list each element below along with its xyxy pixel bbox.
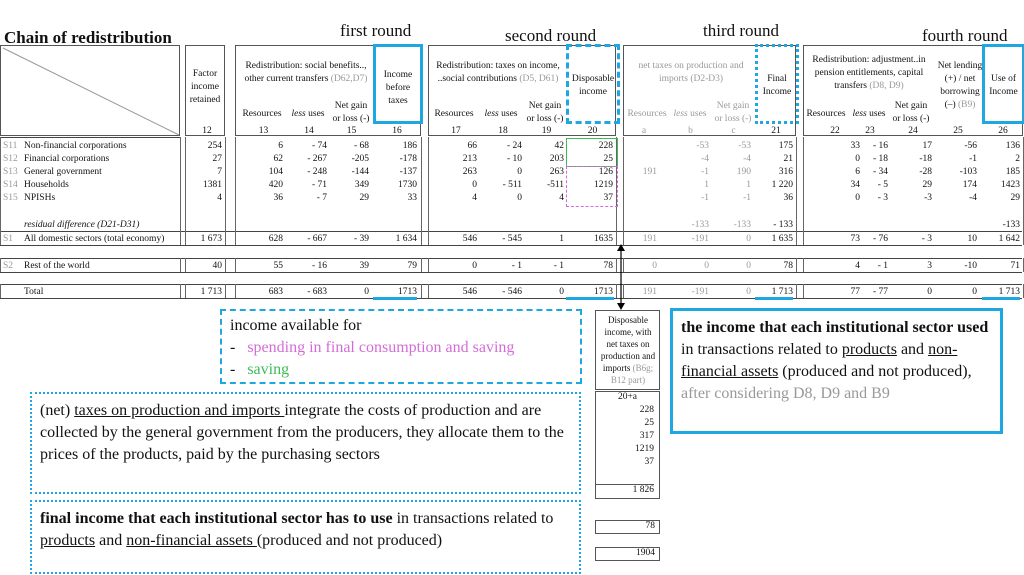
table-cell: -205 [351, 154, 369, 164]
table-cell: 1381 [203, 180, 222, 190]
row-divider [0, 137, 180, 138]
table-cell: 316 [778, 167, 793, 177]
column-divider [796, 137, 797, 245]
column-number: 13 [258, 126, 269, 136]
column-number: 15 [346, 126, 357, 136]
column-divider [180, 258, 181, 272]
table-cell: 1 635 [771, 234, 793, 244]
table-cell: - 1 [511, 261, 522, 271]
table-cell: 104 [268, 167, 283, 177]
column-divider [428, 258, 429, 272]
column-number: 12 [202, 126, 212, 136]
column-divider [235, 137, 236, 245]
sector-code: S15 [3, 193, 18, 203]
table-cell: - 667 [307, 234, 327, 244]
table-cell: 1 642 [998, 234, 1020, 244]
table-cell: - 39 [353, 234, 369, 244]
header-factor-block [185, 45, 225, 136]
table-cell: 203 [549, 154, 564, 164]
column-number: 18 [498, 126, 508, 136]
table-cell: - 133 [773, 220, 793, 230]
table-cell: -1 [743, 193, 751, 203]
table-cell: -53 [738, 141, 751, 151]
table-cell: 254 [207, 141, 222, 151]
column-divider [235, 258, 236, 272]
table-cell: 36 [273, 193, 283, 203]
column-divider [796, 284, 797, 298]
table-cell: 40 [212, 261, 222, 271]
table-cell: 7 [217, 167, 222, 177]
table-cell: - 546 [502, 287, 522, 297]
table-cell: -133 [733, 220, 751, 230]
table-cell: 546 [462, 234, 477, 244]
column-number: 21 [771, 126, 781, 136]
table-cell: - 16 [311, 261, 327, 271]
table-cell: 0 [472, 180, 477, 190]
side-header: Disposable income, with net taxes on production and imports (B6g; B12 part) [600, 315, 656, 385]
header-income-before-taxes: Income before taxes [383, 70, 413, 106]
table-cell: 33 [407, 193, 417, 203]
column-divider [0, 137, 1, 245]
table-cell: 36 [783, 193, 793, 203]
column-divider [428, 284, 429, 298]
table-cell: 0 [972, 287, 977, 297]
row-divider [0, 258, 1022, 259]
pink-highlight-box [566, 166, 618, 207]
side-rest-row: 78 [595, 520, 660, 534]
table-cell: 37 [603, 193, 613, 203]
sector-code: S14 [3, 180, 18, 190]
subheader-resources: Resources [242, 109, 282, 119]
subheader-less-uses: less uses [291, 109, 325, 119]
note-final-text: final income that each institutional sector has to use in transactions related to products and non-financial assets (produced and not produced) [40, 510, 554, 549]
header-redis2: Redistribution: taxes on income, ..social contributions (D5, D61) [436, 61, 560, 84]
column-divider [180, 284, 181, 298]
side-value: 37 [644, 457, 654, 467]
header-disposable-income: Disposable income [571, 74, 615, 97]
table-cell: 263 [462, 167, 477, 177]
table-cell: 136 [1005, 141, 1020, 151]
table-cell: 0 [364, 287, 369, 297]
table-cell: - 267 [307, 154, 327, 164]
side-value: 228 [639, 405, 654, 415]
header-final-income: Final Income [762, 74, 792, 97]
corner-header-cell [0, 45, 180, 136]
sector-name: Financial corporations [24, 154, 110, 164]
table-cell: 1 713 [771, 287, 793, 297]
header-redis1: Redistribution: social benefits.., other current transfers (D62,D7) [244, 61, 368, 84]
header-net-lending: Net lending (+) / net borrowing (–) (B9) [937, 61, 983, 110]
table-cell: 4 [217, 193, 222, 203]
subheader-net-gain: Net gain or loss (-) [892, 101, 930, 124]
table-cell: 25 [603, 154, 613, 164]
table-cell: 29 [359, 193, 369, 203]
highlight-income-before-taxes [373, 44, 423, 124]
table-cell: - 3 [877, 193, 888, 203]
sector-code: S12 [3, 154, 18, 164]
header-factor: Factor income retained [189, 69, 221, 105]
green-highlight-box [566, 138, 618, 167]
column-number: 20 [587, 126, 598, 136]
table-cell: -4 [743, 154, 751, 164]
column-number: 23 [865, 126, 875, 136]
total-accent-bar [982, 297, 1020, 300]
sector-name: Rest of the world [24, 261, 90, 271]
table-cell: - 34 [872, 167, 888, 177]
sector-name: Total [24, 287, 44, 297]
header-use-of-income: Use of Income [989, 74, 1018, 97]
table-cell: - 3 [921, 234, 932, 244]
side-total-row: 1904 [595, 547, 660, 561]
table-cell: 1 713 [998, 287, 1020, 297]
highlight-disposable-income [566, 44, 620, 124]
sector-code: S13 [3, 167, 18, 177]
table-cell: 1730 [398, 180, 417, 190]
table-cell: -1 [969, 154, 977, 164]
subheader-resources: Resources [806, 109, 846, 119]
table-cell: - 683 [307, 287, 327, 297]
column-divider [796, 258, 797, 272]
table-cell: -1 [701, 167, 709, 177]
table-cell: 17 [922, 141, 932, 151]
table-cell: -133 [1002, 220, 1020, 230]
table-cell: - 511 [502, 180, 522, 190]
note-taxes [30, 392, 581, 494]
table-cell: 0 [517, 167, 522, 177]
column-divider [0, 258, 1, 272]
round-label-second: second round [505, 26, 597, 45]
subheader-less-uses: less uses [484, 109, 518, 119]
sector-name: General government [24, 167, 102, 177]
column-divider [803, 137, 804, 245]
table-cell: 0 [927, 287, 932, 297]
table-cell: 3 [927, 261, 932, 271]
table-cell: - 1 [877, 261, 888, 271]
column-number: 17 [451, 126, 461, 136]
table-cell: 1 634 [395, 234, 417, 244]
column-divider [623, 137, 624, 245]
table-cell: 29 [1010, 193, 1020, 203]
table-cell: 1219 [594, 180, 613, 190]
table-cell: -511 [546, 180, 564, 190]
table-cell: -28 [919, 167, 932, 177]
table-cell: 66 [467, 141, 477, 151]
table-cell: - 71 [311, 180, 327, 190]
sector-code: S11 [3, 141, 18, 151]
table-cell: 191 [642, 167, 657, 177]
table-cell: 1423 [1001, 180, 1020, 190]
table-cell: 683 [268, 287, 283, 297]
page-title: Chain of redistribution [4, 28, 172, 47]
row-divider [0, 245, 1022, 246]
table-cell: -103 [959, 167, 977, 177]
column-divider [225, 137, 226, 245]
column-divider [421, 137, 422, 245]
column-number: 24 [908, 126, 918, 136]
table-cell: 55 [273, 261, 283, 271]
table-cell: 191 [642, 234, 657, 244]
table-cell: 0 [517, 193, 522, 203]
table-cell: 0 [652, 261, 657, 271]
table-cell: - 18 [872, 154, 888, 164]
table-cell: 0 [704, 261, 709, 271]
table-cell: 349 [354, 180, 369, 190]
table-cell: 191 [642, 287, 657, 297]
sector-name: Non-financial corporations [24, 141, 127, 151]
subheader-less-uses: less uses [673, 109, 707, 119]
column-divider [803, 258, 804, 272]
round-label-first: first round [340, 21, 412, 40]
table-cell: 0 [855, 154, 860, 164]
table-cell: 186 [402, 141, 417, 151]
side-header-block [595, 310, 660, 390]
subheader-net-gain: Net gain or loss (-) [714, 101, 752, 124]
sector-code: S2 [3, 261, 14, 271]
table-cell: 78 [603, 261, 613, 271]
table-cell: 126 [598, 167, 613, 177]
column-number: c [731, 126, 736, 136]
table-cell: 73 [850, 234, 860, 244]
column-number: 22 [830, 126, 840, 136]
column-divider [428, 137, 429, 245]
subheader-net-gain: Net gain or loss (-) [526, 101, 564, 124]
column-divider [185, 284, 186, 298]
table-cell: 628 [268, 234, 283, 244]
column-divider [185, 137, 186, 245]
note-used-text: the income that each institutional sector used in transactions related to products and non-financial assets (produced and not produced), after considering D8, D9 and B9 [681, 319, 989, 402]
table-cell: 2 [1015, 154, 1020, 164]
table-cell: - 5 [877, 180, 888, 190]
row-divider [0, 284, 1022, 285]
table-cell: 10 [967, 234, 977, 244]
table-cell: -178 [399, 154, 417, 164]
table-cell: - 68 [353, 141, 369, 151]
sector-name: Households [24, 180, 69, 190]
row-divider [0, 298, 1022, 299]
column-divider [803, 284, 804, 298]
table-cell: 420 [268, 180, 283, 190]
table-cell: - 76 [872, 234, 888, 244]
table-cell: -18 [919, 154, 932, 164]
table-cell: - 16 [872, 141, 888, 151]
column-divider [180, 137, 181, 245]
side-body-block [595, 391, 660, 499]
table-cell: -144 [351, 167, 369, 177]
table-cell: -53 [696, 141, 709, 151]
table-cell: -4 [701, 154, 709, 164]
note-taxes-text: (net) taxes on production and imports integrate the costs of production and are collected by the general government from the producers, they allocate them to the prices of the products, paid by the purchasing sectors [40, 402, 564, 463]
table-cell: 4 [855, 261, 860, 271]
table-cell: 4 [472, 193, 477, 203]
table-cell: 4 [559, 193, 564, 203]
table-cell: 0 [746, 287, 751, 297]
column-number: 16 [392, 126, 402, 136]
side-sum: 1 826 [596, 484, 654, 495]
column-number: 25 [953, 126, 963, 136]
table-cell: 1635 [594, 234, 613, 244]
highlight-final-income [755, 44, 799, 124]
sector-name: All domestic sectors (total economy) [24, 234, 165, 244]
sector-code: S1 [3, 234, 14, 244]
side-value: 25 [644, 418, 654, 428]
note-saving-line: - saving [230, 361, 290, 378]
table-cell: 79 [407, 261, 417, 271]
total-accent-bar [755, 297, 793, 300]
column-number: 19 [541, 126, 552, 136]
sector-name: NPISHs [24, 193, 56, 203]
note-income-available [220, 309, 582, 384]
table-cell: -4 [969, 193, 977, 203]
round-label-fourth: fourth round [922, 26, 1008, 45]
subheader-less-uses: less uses [852, 109, 886, 119]
table-cell: 1713 [398, 287, 417, 297]
row-divider [0, 231, 1022, 232]
table-cell: 1 [559, 234, 564, 244]
table-cell: - 1 [553, 261, 564, 271]
column-divider [225, 284, 226, 298]
table-cell: 228 [598, 141, 613, 151]
table-cell: -137 [399, 167, 417, 177]
table-cell: 0 [746, 261, 751, 271]
table-cell: - 77 [872, 287, 888, 297]
column-divider [235, 284, 236, 298]
table-cell: 213 [462, 154, 477, 164]
column-divider [0, 284, 1, 298]
column-number: 14 [304, 126, 314, 136]
table-cell: -191 [691, 287, 709, 297]
sector-name: residual difference (D21-D31) [24, 220, 140, 230]
table-cell: - 74 [311, 141, 327, 151]
column-divider [421, 258, 422, 272]
table-cell: - 10 [506, 154, 522, 164]
table-cell: 546 [462, 287, 477, 297]
note-income-used [670, 308, 1003, 434]
table-cell: -191 [691, 234, 709, 244]
table-cell: 1 673 [200, 234, 222, 244]
side-value: 317 [639, 431, 654, 441]
table-cell: 21 [783, 154, 793, 164]
table-cell: -56 [964, 141, 977, 151]
table-cell: - 248 [307, 167, 327, 177]
table-cell: 29 [922, 180, 932, 190]
table-cell: - 7 [316, 193, 327, 203]
column-divider [185, 258, 186, 272]
table-cell: - 24 [506, 141, 522, 151]
table-cell: 0 [559, 287, 564, 297]
table-cell: 0 [746, 234, 751, 244]
note-final-income [30, 500, 581, 574]
column-divider [421, 284, 422, 298]
column-divider [225, 258, 226, 272]
table-cell: -3 [924, 193, 932, 203]
table-cell: 174 [962, 180, 977, 190]
side-value: 1219 [635, 444, 654, 454]
table-cell: 6 [278, 141, 283, 151]
table-cell: -133 [691, 220, 709, 230]
subheader-net-gain: Net gain or loss (-) [332, 101, 370, 124]
subheader-resources: Resources [627, 109, 667, 119]
table-cell: 0 [472, 261, 477, 271]
total-accent-bar [566, 297, 614, 300]
table-cell: 27 [212, 154, 222, 164]
note-available-title: income available for [230, 317, 362, 334]
header-redis4: Redistribution: adjustment..in pension entitlements, capital transfers (D8, D9) [812, 55, 926, 91]
table-cell: 1 713 [200, 287, 222, 297]
table-cell: 1 220 [771, 180, 793, 190]
highlight-use-of-income [982, 44, 1024, 124]
column-number: a [641, 126, 647, 136]
table-cell: 175 [778, 141, 793, 151]
table-cell: -10 [964, 261, 977, 271]
table-cell: 34 [850, 180, 860, 190]
side-col-label: 20+a [617, 392, 638, 402]
table-cell: 33 [850, 141, 860, 151]
table-cell: 1 [746, 180, 751, 190]
table-cell: 6 [855, 167, 860, 177]
subheader-resources: Resources [434, 109, 474, 119]
table-cell: -1 [701, 193, 709, 203]
table-cell: 0 [855, 193, 860, 203]
table-cell: - 545 [502, 234, 522, 244]
table-cell: 190 [736, 167, 751, 177]
table-cell: 78 [783, 261, 793, 271]
round-label-third: third round [703, 21, 780, 40]
row-divider [0, 272, 1022, 273]
column-number: 26 [998, 126, 1008, 136]
note-spending-line: - spending in final consumption and saving [230, 339, 515, 356]
table-cell: 39 [359, 261, 369, 271]
table-cell: 185 [1005, 167, 1020, 177]
table-cell: 62 [273, 154, 283, 164]
header-net-taxes: net taxes on production and imports (D2-D3) [638, 61, 744, 84]
table-cell: 42 [554, 141, 564, 151]
table-cell: 1713 [594, 287, 613, 297]
column-number: b [688, 126, 693, 136]
table-cell: 1 [704, 180, 709, 190]
table-cell: 263 [549, 167, 564, 177]
table-cell: 77 [850, 287, 860, 297]
total-accent-bar [373, 297, 417, 300]
double-arrow-icon [615, 244, 627, 310]
table-cell: 71 [1010, 261, 1020, 271]
